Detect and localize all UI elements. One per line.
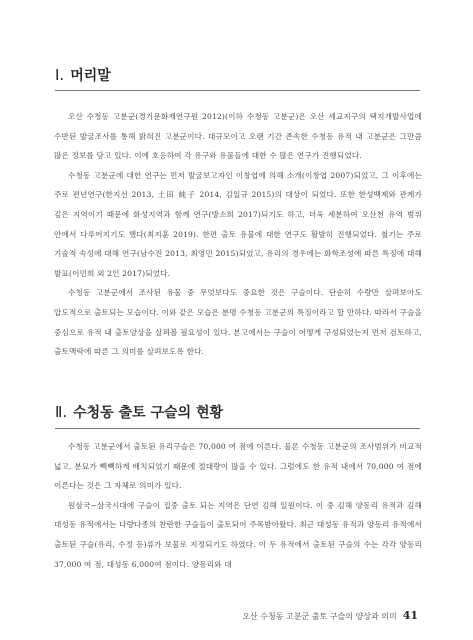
section-1-heading [55,65,111,85]
section-1-body [54,107,422,362]
paragraph: 수청동 고분군에서 조사된 유물 중 무엇보다도 중요한 것은 구슬이다. 단순히 수량만 살펴보아도 압도적으로 출토되는 모습이다. 이와 같은 모습은 분명 수청동 고분군의 특징이라고 할 만하다. 따라서 구슬을 중심으로 유적 내 출토양상을 살펴볼 필요성이 있다. 본고에서는 구슬이 어떻게 구성되었는지 먼저 검토하고, 출토맥락에 따른 그 의미를 살펴보도록 한다. [54,288,422,357]
section-2-heading [55,402,223,422]
page-footer [242,609,418,622]
paragraph: 수청동 고분군에서 출토된 유리구슬은 70,000 여 점에 이른다. 물론 수청동 고분군의 조사범위가 비교적 넓고, 분묘가 빽빽하게 배치되었기 때문에 절대량이 많을 수 있다. 그럼에도 한 유적 내에서 70,000 여 점에 이른다는 것은 그 자체로 의미가 있다. [54,442,422,491]
section-2-body [54,437,422,574]
section-1-number: Ⅰ. [55,66,65,84]
section-2-number: Ⅱ. [55,403,68,421]
page-number: 41 [402,609,418,622]
paragraph: 오산 수청동 고분군(경기문화재연구원 2012)(이하 수청동 고분군)은 오산 세교지구의 택지개발사업에 수반된 발굴조사를 통해 밝혀진 고분군이다. 대규모이고 오랜 기간 존속한 수청동 유적 내 고분군은 그만큼 많은 정보를 담고 있다. 이에 호응하여 각 유구와 유물들에 대한 수 많은 연구가 진행되었다. [54,112,422,161]
section-1-title: 머리말 [70,68,111,84]
section-1-divider [55,90,420,91]
section-2-title: 수청동 출토 구슬의 현황 [73,405,224,421]
section-2-divider [55,428,420,429]
paragraph: 원삼국~삼국시대에 구슬이 집중 출토 되는 지역은 단연 김해 일원이다. 이 중 김해 양동리 유적과 김해 대성동 유적에서는 다량다종의 찬란한 구슬들이 출토되어 주목받아왔다. 최근 대성동 유적과 양동리 유적에서 출토된 구슬(유리, 수정 등)류가 보물로 지정되기도 하였다. 이 두 유적에서 출토된 구슬의 수는 각각 양동리 37,000 여 점, 대성동 6,000여 점이다. 양동리와 대 [54,500,422,569]
paragraph: 수청동 고분군에 대한 연구는 먼저 발굴보고자인 이창엽에 의해 소개(이창엽 2007)되었고, 그 이후에는 주로 편년연구(한지선 2013, 土田 純子 2014, 김일규 2015)의 대상이 되었다. 또한 한성백제와 관계가 깊은 지역이기 때문에 화성지역과 함께 연구(방소희 2017)되기도 하고, 더욱 세분하여 오산천 유역 범위 안에서 다루어지기도 했다(최지훈 2019). 한편 출토 유물에 대한 연구도 활발히 진행되었다. 철기는 주로 기술적 속성에 대해 연구(남수진 2013, 최영민 2015)되었고, 유리의 경우에는 화학조성에 따른 특징에 대해 발표(이민희 외 2인 2017)되었다. [54,170,422,278]
running-title: 오산 수청동 고분군 출토 구슬의 양상과 의미 [242,612,397,621]
